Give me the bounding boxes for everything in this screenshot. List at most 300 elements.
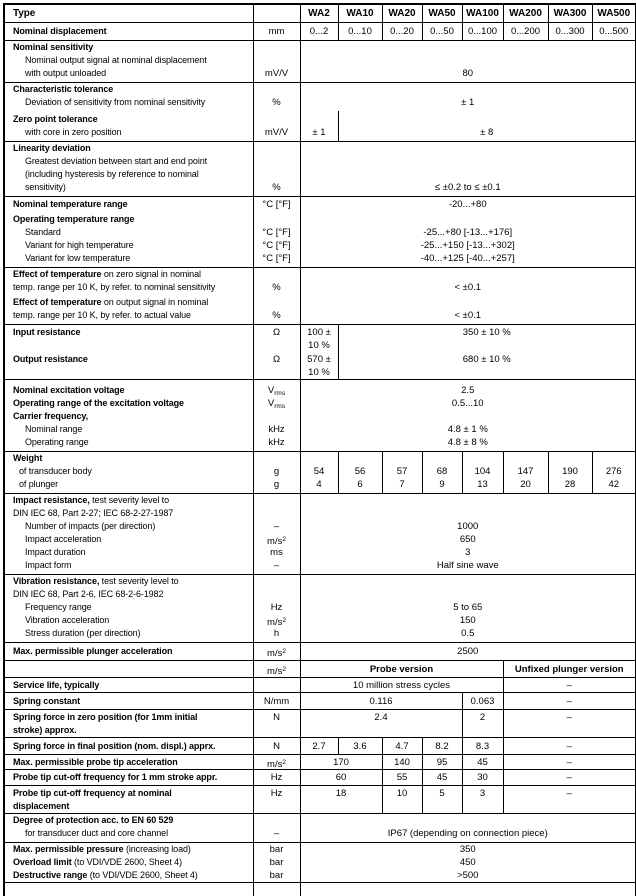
unit-cell xyxy=(253,213,300,268)
unit-line: % xyxy=(254,181,300,194)
value-line: WA20 xyxy=(383,7,422,20)
value-line: WA100 xyxy=(463,7,503,20)
value-line: 5 xyxy=(423,787,462,800)
row-label-line: Nominal displacement xyxy=(5,25,253,38)
unit-cell xyxy=(253,197,300,213)
value-line: 10 % xyxy=(301,366,338,379)
unit-line: mm xyxy=(254,25,300,38)
value-cell xyxy=(300,843,636,857)
value-line: IP67 (depending on connection piece) xyxy=(301,827,636,840)
row-label-line: Linearity deviation xyxy=(5,142,253,155)
row-label-line: Weight xyxy=(5,452,253,465)
value-cell xyxy=(503,452,548,494)
value-cell xyxy=(338,22,382,40)
value-cell xyxy=(462,710,503,738)
value-cell xyxy=(300,82,636,111)
row-label xyxy=(4,22,253,40)
value-cell xyxy=(300,770,382,786)
value-cell xyxy=(462,738,503,755)
value-line: 68 xyxy=(423,465,462,478)
value-line: -25...+150 [-13...+302] xyxy=(301,239,636,252)
value-line: Probe version xyxy=(301,663,503,676)
row-label-line: Deviation of sensitivity from nominal sensitivity xyxy=(5,96,253,109)
unit-cell xyxy=(253,142,300,197)
value-line: 4.7 xyxy=(383,740,422,753)
value-line: WA10 xyxy=(339,7,382,20)
value-line: 42 xyxy=(593,478,636,491)
max-pressure xyxy=(4,843,636,857)
row-label xyxy=(4,883,253,896)
value-cell xyxy=(300,856,636,869)
value-cell xyxy=(338,324,636,352)
value-line: – xyxy=(504,756,636,769)
value-line: 2.5 xyxy=(301,384,636,397)
row-label-line: Probe tip cut-off frequency at nominal xyxy=(5,787,253,800)
value-line: 276 xyxy=(593,465,636,478)
value-cell xyxy=(422,770,462,786)
value-line: 147 xyxy=(504,465,548,478)
value-line: < ±0.1 xyxy=(301,309,636,322)
value-cell xyxy=(300,693,462,710)
value-cell xyxy=(338,111,636,142)
cutoff-1mm xyxy=(4,770,636,786)
value-line: 13 xyxy=(463,478,503,491)
row-label-line: Greatest deviation between start and end point xyxy=(5,155,253,168)
row-label xyxy=(4,267,253,296)
operating-temperature-range xyxy=(4,213,636,268)
value-line: 650 xyxy=(301,533,636,546)
unit-cell xyxy=(253,678,300,693)
unit-line: °C [°F] xyxy=(254,198,300,211)
value-cell xyxy=(338,452,382,494)
row-label-line: for transducer duct and core channel xyxy=(5,827,253,840)
row-label-line: temp. range per 10 K, by refer. to actual value xyxy=(5,309,253,322)
row-label-line: Service life, typically xyxy=(5,679,253,692)
value-line: 30 xyxy=(463,771,503,784)
value-cell xyxy=(592,22,636,40)
row-label-line: of plunger xyxy=(5,478,253,491)
value-cell xyxy=(462,755,503,770)
value-cell xyxy=(382,452,422,494)
value-line: 56 xyxy=(339,465,382,478)
row-label xyxy=(4,82,253,111)
row-label-line: Overload limit (to VDI/VDE 2600, Sheet 4) xyxy=(5,856,253,869)
unit-cell xyxy=(253,111,300,142)
value-line: 80 xyxy=(301,67,636,80)
value-cell xyxy=(503,678,636,693)
unit-line: $m/s^2$ xyxy=(254,614,300,627)
unit-line: g xyxy=(254,465,300,478)
characteristic-tolerance xyxy=(4,82,636,111)
value-line: 0...200 xyxy=(504,25,548,38)
unit-cell xyxy=(253,693,300,710)
row-label xyxy=(4,755,253,770)
value-line: WA200 xyxy=(504,7,548,20)
unit-cell xyxy=(253,267,300,296)
unit-line: ms xyxy=(254,546,300,559)
value-cell xyxy=(548,22,592,40)
row-label xyxy=(4,869,253,883)
value-cell xyxy=(300,786,382,814)
value-cell xyxy=(300,197,636,213)
row-label xyxy=(4,575,253,643)
unit-cell xyxy=(253,4,300,22)
value-line: 0...500 xyxy=(593,25,636,38)
unit-line: bar xyxy=(254,869,300,882)
unit-line: % xyxy=(254,281,300,294)
row-label-line: Impact resistance, test severity level to xyxy=(5,494,253,507)
value-cell xyxy=(300,352,338,380)
row-label-line: Vibration acceleration xyxy=(5,614,253,627)
value-line: 45 xyxy=(463,756,503,769)
unit-cell xyxy=(253,883,300,896)
version-header xyxy=(4,661,636,678)
value-cell xyxy=(592,452,636,494)
row-label-line: Effect of temperature on zero signal in nominal xyxy=(5,268,253,281)
row-label xyxy=(4,770,253,786)
spring-force-zero xyxy=(4,710,636,738)
value-cell xyxy=(503,661,636,678)
value-cell xyxy=(548,452,592,494)
value-cell xyxy=(300,678,503,693)
row-label-line: of transducer body xyxy=(5,465,253,478)
row-label-line: Stress duration (per direction) xyxy=(5,627,253,640)
value-cell xyxy=(462,770,503,786)
value-cell xyxy=(300,380,636,452)
row-label-line: DIN IEC 68, Part 2-6, IEC 68-2-6-1982 xyxy=(5,588,253,601)
unit-line: bar xyxy=(254,843,300,856)
effect-temp-zero-signal xyxy=(4,267,636,296)
service-life xyxy=(4,678,636,693)
unit-cell xyxy=(253,575,300,643)
value-cell xyxy=(382,786,422,814)
value-line: – xyxy=(504,787,636,800)
row-label-line: temp. range per 10 K, by refer. to nominal sensitivity xyxy=(5,281,253,294)
row-label-line: Max. permissible pressure (increasing load) xyxy=(5,843,253,856)
row-label xyxy=(4,197,253,213)
row-label-line: Operating temperature range xyxy=(5,213,253,226)
row-label xyxy=(4,4,253,22)
row-label-line: Number of impacts (per direction) xyxy=(5,520,253,533)
row-label xyxy=(4,494,253,575)
unit-line: $m/s^2$ xyxy=(254,533,300,546)
value-line: 9 xyxy=(423,478,462,491)
value-line: 0...2 xyxy=(301,25,338,38)
value-line: 8.3 xyxy=(463,740,503,753)
value-cell xyxy=(462,693,503,710)
row-label-line: Standard xyxy=(5,226,253,239)
value-cell xyxy=(300,661,503,678)
value-line: 1000 xyxy=(301,520,636,533)
unit-line: g xyxy=(254,478,300,491)
row-label-line: Max. permissible probe tip acceleration xyxy=(5,756,253,769)
value-cell xyxy=(382,770,422,786)
row-label xyxy=(4,710,253,738)
value-line: 450 xyxy=(301,856,636,869)
value-cell xyxy=(300,40,636,82)
value-line: 6 xyxy=(339,478,382,491)
value-line: 0.063 xyxy=(463,695,503,708)
value-cell xyxy=(338,352,636,380)
unit-cell xyxy=(253,352,300,380)
value-line: 4.8 ± 8 % xyxy=(301,436,636,449)
value-line: 18 xyxy=(301,787,382,800)
row-label-line: displacement xyxy=(5,800,253,813)
value-line: – xyxy=(504,711,636,724)
value-line: 8.2 xyxy=(423,740,462,753)
row-label-line: Frequency range xyxy=(5,601,253,614)
overload-limit xyxy=(4,856,636,869)
unit-line: – xyxy=(254,827,300,840)
value-line: – xyxy=(504,679,636,692)
column-header xyxy=(300,4,338,22)
row-label-line: Spring constant xyxy=(5,695,253,708)
table-cutoff-stub xyxy=(4,883,636,896)
row-label xyxy=(4,678,253,693)
nominal-temperature-range xyxy=(4,197,636,213)
value-cell xyxy=(300,22,338,40)
value-cell xyxy=(422,22,462,40)
unit-line: Hz xyxy=(254,787,300,800)
value-line: -20...+80 xyxy=(301,198,636,211)
cutoff-nominal xyxy=(4,786,636,814)
value-line xyxy=(301,410,636,423)
value-cell xyxy=(300,452,338,494)
value-line: Half sine wave xyxy=(301,559,636,572)
value-line: 140 xyxy=(383,756,422,769)
value-cell xyxy=(422,786,462,814)
value-line: 54 xyxy=(301,465,338,478)
unit-line: – xyxy=(254,559,300,572)
unit-cell xyxy=(253,814,300,843)
value-line: 0.5 xyxy=(301,627,636,640)
value-line: 3.6 xyxy=(339,740,382,753)
value-line: Unfixed plunger version xyxy=(504,663,636,676)
value-line: – xyxy=(504,771,636,784)
column-header xyxy=(548,4,592,22)
unit-line: – xyxy=(254,520,300,533)
value-line: – xyxy=(504,740,636,753)
row-label-line: Nominal range xyxy=(5,423,253,436)
value-cell xyxy=(300,738,338,755)
value-cell xyxy=(382,755,422,770)
row-label-line: Vibration resistance, test severity level to xyxy=(5,575,253,588)
value-line: 4 xyxy=(301,478,338,491)
value-line: 0...100 xyxy=(463,25,503,38)
effect-temp-output-signal xyxy=(4,296,636,325)
value-cell xyxy=(503,693,636,710)
value-line: ± 8 xyxy=(339,126,636,139)
value-cell xyxy=(422,738,462,755)
row-label xyxy=(4,661,253,678)
row-label xyxy=(4,643,253,661)
value-line: 0...50 xyxy=(423,25,462,38)
value-cell xyxy=(422,452,462,494)
value-line: 3 xyxy=(463,787,503,800)
unit-cell xyxy=(253,786,300,814)
value-line: 0...300 xyxy=(549,25,592,38)
value-line: 0...20 xyxy=(383,25,422,38)
unit-line xyxy=(254,410,300,423)
value-line: WA2 xyxy=(301,7,338,20)
row-label xyxy=(4,142,253,197)
value-cell xyxy=(300,869,636,883)
value-cell xyxy=(300,710,462,738)
value-line: 2 xyxy=(463,711,503,724)
row-label-line: Spring force in final position (nom. displ.) apprx. xyxy=(5,740,253,753)
value-cell xyxy=(503,770,636,786)
value-line: 7 xyxy=(383,478,422,491)
value-line: 10 xyxy=(383,787,422,800)
row-label xyxy=(4,693,253,710)
row-label-line: Carrier frequency, xyxy=(5,410,253,423)
value-line: 3 xyxy=(301,546,636,559)
unit-line: kHz xyxy=(254,436,300,449)
vibration-resistance xyxy=(4,575,636,643)
value-line: 680 ± 10 % xyxy=(339,353,636,366)
value-cell xyxy=(300,883,636,896)
spec-table-body xyxy=(4,4,636,896)
max-plunger-acceleration xyxy=(4,643,636,661)
row-label-line: Nominal sensitivity xyxy=(5,41,253,54)
unit-cell xyxy=(253,82,300,111)
value-cell xyxy=(503,22,548,40)
value-cell xyxy=(300,324,338,352)
value-line: -25...+80 [-13...+176] xyxy=(301,226,636,239)
value-line: 10 % xyxy=(301,339,338,352)
unit-line: Ω xyxy=(254,326,300,339)
unit-cell xyxy=(253,843,300,857)
value-cell xyxy=(422,755,462,770)
value-line: 350 xyxy=(301,843,636,856)
value-cell xyxy=(382,22,422,40)
value-line: 57 xyxy=(383,465,422,478)
unit-line: $V_{rms}$ xyxy=(254,384,300,397)
unit-line: $m/s^2$ xyxy=(254,645,300,658)
row-label xyxy=(4,738,253,755)
value-line: – xyxy=(504,695,636,708)
row-label xyxy=(4,296,253,325)
unit-line: $V_{rms}$ xyxy=(254,397,300,410)
row-label xyxy=(4,452,253,494)
value-cell xyxy=(382,738,422,755)
row-label xyxy=(4,843,253,857)
row-label-line: Nominal output signal at nominal displacement xyxy=(5,54,253,67)
row-label-line: Output resistance xyxy=(5,353,253,366)
unit-line: Ω xyxy=(254,353,300,366)
value-cell xyxy=(300,142,636,197)
weight xyxy=(4,452,636,494)
row-label xyxy=(4,786,253,814)
row-label-line: Nominal excitation voltage xyxy=(5,384,253,397)
value-line: 55 xyxy=(383,771,422,784)
row-label-line: sensitivity) xyxy=(5,181,253,194)
spring-force-final xyxy=(4,738,636,755)
value-cell xyxy=(300,814,636,843)
unit-cell xyxy=(253,770,300,786)
row-label xyxy=(4,213,253,268)
value-line: 2.4 xyxy=(301,711,462,724)
max-probe-tip-acceleration xyxy=(4,755,636,770)
excitation-carrier xyxy=(4,380,636,452)
value-line: ± 1 xyxy=(301,96,636,109)
value-line xyxy=(301,883,636,896)
value-cell xyxy=(300,267,636,296)
spring-constant xyxy=(4,693,636,710)
value-cell xyxy=(462,786,503,814)
output-resistance xyxy=(4,352,636,380)
unit-line: h xyxy=(254,627,300,640)
zero-point-tolerance xyxy=(4,111,636,142)
column-header xyxy=(592,4,636,22)
unit-line: N xyxy=(254,711,300,724)
value-cell xyxy=(300,755,382,770)
row-label-line: Max. permissible plunger acceleration xyxy=(5,645,253,658)
row-label-line: Degree of protection acc. to EN 60 529 xyxy=(5,814,253,827)
unit-line: °C [°F] xyxy=(254,252,300,265)
value-line: 0...10 xyxy=(339,25,382,38)
row-label-line: with output unloaded xyxy=(5,67,253,80)
value-cell xyxy=(300,296,636,325)
value-cell xyxy=(300,643,636,661)
value-cell xyxy=(300,575,636,643)
value-line: WA300 xyxy=(549,7,592,20)
unit-cell xyxy=(253,710,300,738)
unit-line: % xyxy=(254,96,300,109)
row-label-line: Operating range xyxy=(5,436,253,449)
row-label xyxy=(4,40,253,82)
unit-line: kHz xyxy=(254,423,300,436)
spec-table xyxy=(3,3,636,896)
unit-line: bar xyxy=(254,856,300,869)
linearity-deviation xyxy=(4,142,636,197)
unit-cell xyxy=(253,380,300,452)
value-line: 10 million stress cycles xyxy=(301,679,503,692)
value-line: 350 ± 10 % xyxy=(339,326,636,339)
value-line: 150 xyxy=(301,614,636,627)
unit-cell xyxy=(253,738,300,755)
unit-line: °C [°F] xyxy=(254,226,300,239)
value-line: < ±0.1 xyxy=(301,281,636,294)
unit-cell xyxy=(253,494,300,575)
unit-cell xyxy=(253,324,300,352)
row-label-line: (including hysteresis by reference to nominal xyxy=(5,168,253,181)
value-line: 2500 xyxy=(301,645,636,658)
unit-line: N/mm xyxy=(254,695,300,708)
value-cell xyxy=(503,755,636,770)
unit-line: mV/V xyxy=(254,126,300,139)
value-line: 20 xyxy=(504,478,548,491)
unit-cell xyxy=(253,296,300,325)
row-label xyxy=(4,856,253,869)
unit-line: N xyxy=(254,740,300,753)
column-header xyxy=(462,4,503,22)
value-cell xyxy=(300,213,636,268)
value-line: 190 xyxy=(549,465,592,478)
unit-line: $m/s^2$ xyxy=(254,663,300,676)
destructive-range xyxy=(4,869,636,883)
value-line: >500 xyxy=(301,869,636,882)
column-header xyxy=(382,4,422,22)
row-label-line: Effect of temperature on output signal in nominal xyxy=(5,296,253,309)
value-line: WA500 xyxy=(593,7,636,20)
row-label-line: Variant for high temperature xyxy=(5,239,253,252)
unit-line: $m/s^2$ xyxy=(254,756,300,769)
unit-line: Hz xyxy=(254,601,300,614)
value-line: 170 xyxy=(301,756,382,769)
value-line: 104 xyxy=(463,465,503,478)
value-line: 95 xyxy=(423,756,462,769)
